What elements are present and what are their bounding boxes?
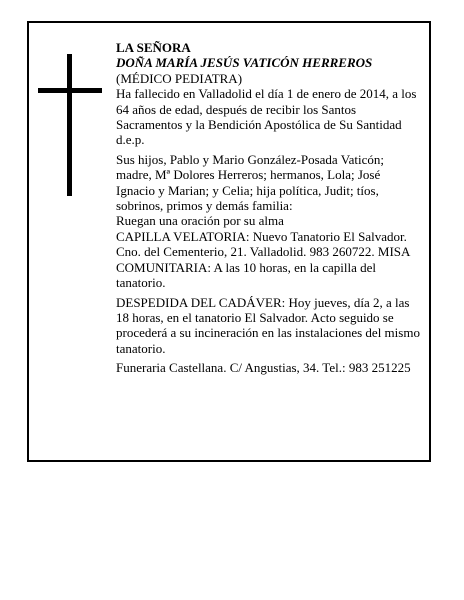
chapel-and-mass-info: CAPILLA VELATORIA: Nuevo Tanatorio El Salvador. Cno. del Cementerio, 21. Valladolid. 983 260722. MISA COMUNITARIA: A las 10 horas, en la capilla del tanatorio. bbox=[116, 228, 410, 291]
death-statement: Ha fallecido en Valladolid el día 1 de enero de 2014, a los 64 años de edad, después de recibir los Santos Sacramentos y la Bendición Apostólica de Su Santidad d.e.p. bbox=[116, 86, 417, 148]
notice-title-line1: LA SEÑORA bbox=[116, 40, 191, 55]
farewell-info: DESPEDIDA DEL CADÁVER: Hoy jueves, día 2, a las 18 horas, en el tanatorio El Salvador. Acto seguido se procederá a su incineración en las instalaciones del mismo tanatorio. bbox=[116, 294, 420, 356]
deceased-name: DOÑA MARÍA JESÚS VATICÓN HERREROS bbox=[116, 55, 373, 71]
obituary-notice bbox=[27, 21, 431, 462]
obituary-text bbox=[116, 40, 421, 376]
cross-horizontal-bar bbox=[38, 88, 102, 93]
cross-vertical-bar bbox=[67, 54, 72, 196]
family-list: Sus hijos, Pablo y Mario González-Posada Vaticón; madre, Mª Dolores Herreros; hermanos, Lola; José Ignacio y Marian; y Celia; hija política, Judit; tíos, sobrinos, primos y demás familia: bbox=[116, 151, 385, 214]
deceased-profession: (MÉDICO PEDIATRA) bbox=[116, 70, 243, 86]
prayer-request: Ruegan una oración por su alma bbox=[116, 213, 284, 229]
funeral-home-info: Funeraria Castellana. C/ Angustias, 34. Tel.: 983 251225 bbox=[116, 360, 411, 376]
